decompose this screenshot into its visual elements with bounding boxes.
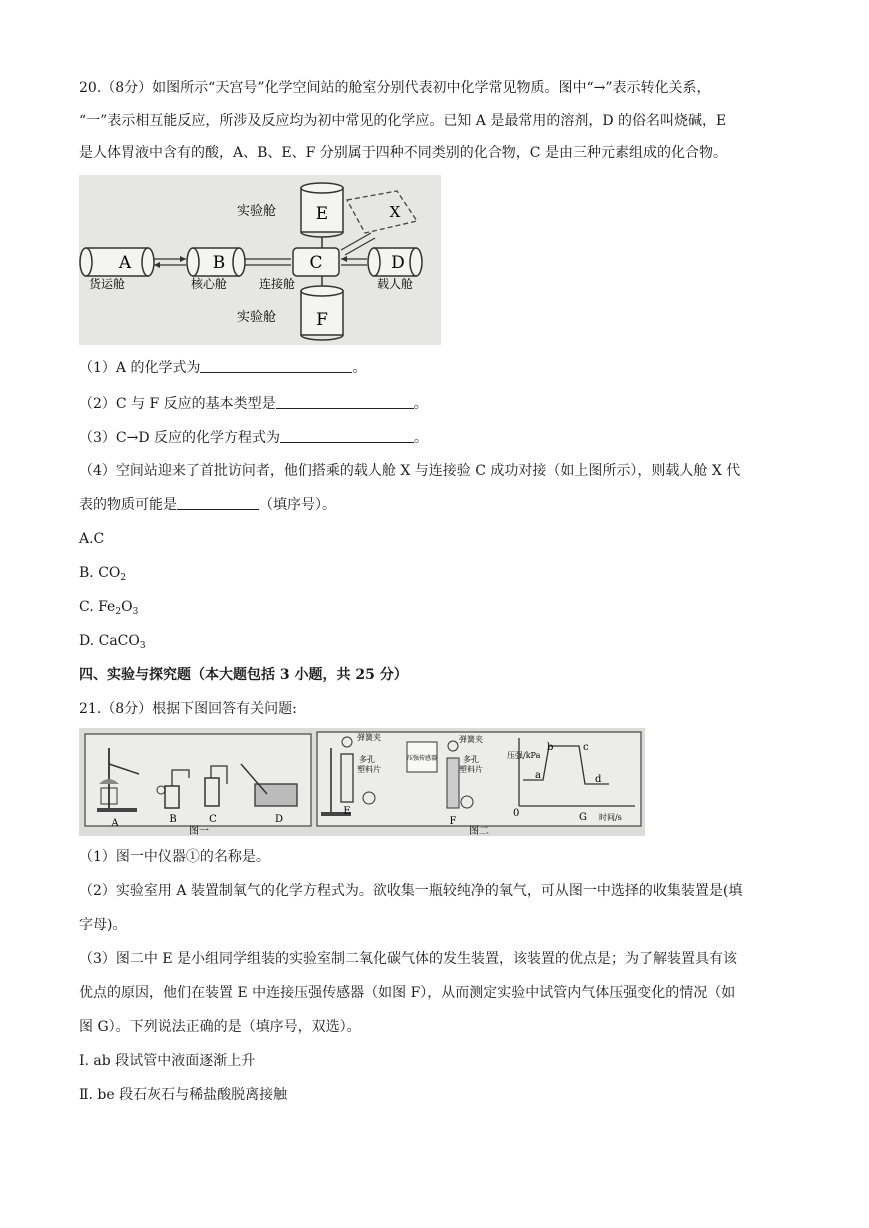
module-e-label: E bbox=[315, 204, 329, 224]
module-f bbox=[301, 286, 343, 340]
svg-text:D: D bbox=[274, 814, 284, 825]
q20-sub4-line2 bbox=[79, 495, 336, 515]
label-connect: 连接舱 bbox=[259, 277, 296, 291]
module-a bbox=[80, 248, 154, 276]
q20-sub4-line1: （4）空间站迎来了首批访问者，他们搭乘的载人舱 X 与连接验 C 成功对接（如上图所示），则载人舱 X 代 bbox=[79, 463, 741, 479]
q20-sub3-text: （3）C→D 反应的化学方程式为 bbox=[79, 430, 281, 446]
q20-line-3: 是人体胃液中含有的酸，A、B、E、F 分别属于四种不同类别的化合物，C 是由三种元素组成的化合物。 bbox=[79, 145, 727, 161]
q21-p3-line1: （3）图二中 E 是小组同学组装的实验室制二氧化碳气体的发生装置，该装置的优点是；为了解装置具有该 bbox=[79, 951, 738, 967]
module-d-label: D bbox=[391, 253, 405, 273]
space-station-diagram bbox=[79, 175, 441, 345]
module-e bbox=[301, 183, 343, 237]
q20-sub2-text: （2）C 与 F 反应的基本类型是 bbox=[79, 396, 276, 412]
module-x-label: X bbox=[389, 203, 401, 221]
answer-blank[interactable] bbox=[177, 495, 259, 510]
svg-text:B: B bbox=[169, 814, 177, 825]
module-x bbox=[347, 191, 417, 233]
option-b: B. $CO_2$ bbox=[79, 565, 127, 583]
svg-text:多孔: 多孔 bbox=[359, 755, 375, 764]
q20-sub2 bbox=[79, 394, 428, 414]
q21-p2-line1: （2）实验室用 A 装置制氧气的化学方程式为。欲收集一瓶较纯净的氧气，可从图一中选择的收集装置是(填 bbox=[79, 883, 743, 899]
option-ii: Ⅱ. be 段石灰石与稀盐酸脱离接触 bbox=[79, 1087, 288, 1103]
svg-text:弹簧夹: 弹簧夹 bbox=[459, 735, 483, 744]
q20-sub4-text: 表的物质可能是 bbox=[79, 497, 177, 513]
label-crew: 载人舱 bbox=[377, 277, 414, 291]
option-c: C. $Fe_2O_3$ bbox=[79, 599, 139, 617]
q20-sub1-end: 。 bbox=[352, 360, 367, 376]
svg-text:多孔: 多孔 bbox=[463, 755, 479, 764]
svg-text:d: d bbox=[595, 774, 602, 785]
q20-sub2-end: 。 bbox=[413, 396, 428, 412]
label-cargo: 货运舱 bbox=[89, 277, 126, 291]
q20-line-2: “一”表示相互能反应，所涉及反应均为初中常见的化学应。已知 A 是最常用的溶剂，D 的俗名叫烧碱，E bbox=[79, 113, 727, 129]
option-d: D. CaCO$_3$ bbox=[79, 633, 146, 651]
q20-sub4-end: （填序号）。 bbox=[259, 497, 336, 513]
svg-text:E: E bbox=[343, 806, 351, 817]
svg-text:b: b bbox=[547, 742, 554, 753]
svg-text:F: F bbox=[449, 816, 457, 827]
svg-text:压强/kPa: 压强/kPa bbox=[507, 751, 541, 760]
svg-text:压强传感器: 压强传感器 bbox=[406, 755, 438, 762]
figure-one-caption: 图一 bbox=[189, 826, 209, 836]
label-experiment-bottom: 实验舱 bbox=[237, 310, 277, 325]
svg-text:弹簧夹: 弹簧夹 bbox=[357, 733, 381, 742]
module-b-label: B bbox=[212, 253, 226, 273]
module-d bbox=[368, 248, 422, 276]
answer-blank[interactable] bbox=[276, 394, 414, 409]
module-c-label: C bbox=[309, 253, 323, 273]
q20-sub3-end: 。 bbox=[414, 430, 429, 446]
option-i: I. ab 段试管中液面逐渐上升 bbox=[79, 1053, 256, 1069]
section-heading: 四、实验与探究题（本大题包括 3 小题，共 25 分） bbox=[79, 667, 408, 683]
module-b bbox=[187, 248, 245, 276]
figure-two-caption: 图二 bbox=[469, 826, 489, 836]
label-core: 核心舱 bbox=[191, 277, 228, 291]
module-c bbox=[293, 248, 339, 276]
q21-p1: （1）图一中仪器①的名称是。 bbox=[79, 849, 270, 865]
svg-text:A: A bbox=[111, 818, 119, 829]
label-experiment-top: 实验舱 bbox=[237, 204, 277, 219]
svg-text:塑料片: 塑料片 bbox=[357, 765, 381, 774]
module-a-label: A bbox=[118, 253, 132, 273]
svg-text:G: G bbox=[579, 812, 587, 823]
q21-p2-line2: 字母)。 bbox=[79, 917, 127, 933]
q21-p3-line2: 优点的原因，他们在装置 E 中连接压强传感器（如图 F），从而测定实验中试管内气体压强变化的情况（如 bbox=[79, 985, 736, 1001]
svg-text:c: c bbox=[583, 742, 589, 753]
q21-intro: 21.（8分）根据下图回答有关问题: bbox=[79, 701, 297, 717]
answer-blank[interactable] bbox=[200, 358, 352, 373]
pressure-sensor bbox=[407, 742, 437, 772]
q20-sub1 bbox=[79, 358, 366, 378]
module-f-label: F bbox=[316, 310, 328, 330]
svg-text:C: C bbox=[209, 814, 217, 825]
experiment-apparatus-figure bbox=[79, 728, 645, 836]
q20-line-1: 20.（8分）如图所示“天宫号”化学空间站的舱室分别代表初中化学常见物质。图中“→”表示转化关系， bbox=[79, 80, 711, 96]
q21-p3-line3: 图 G）。下列说法正确的是（填序号，双选）。 bbox=[79, 1019, 361, 1035]
svg-text:时间/s: 时间/s bbox=[599, 813, 622, 822]
q20-sub1-text: （1）A 的化学式为 bbox=[79, 360, 201, 376]
answer-blank[interactable] bbox=[280, 428, 414, 443]
svg-text:a: a bbox=[535, 770, 541, 781]
svg-text:塑料片: 塑料片 bbox=[459, 765, 483, 774]
option-a: A.C bbox=[79, 531, 105, 547]
q20-sub3 bbox=[79, 428, 428, 448]
svg-text:0: 0 bbox=[513, 808, 520, 819]
